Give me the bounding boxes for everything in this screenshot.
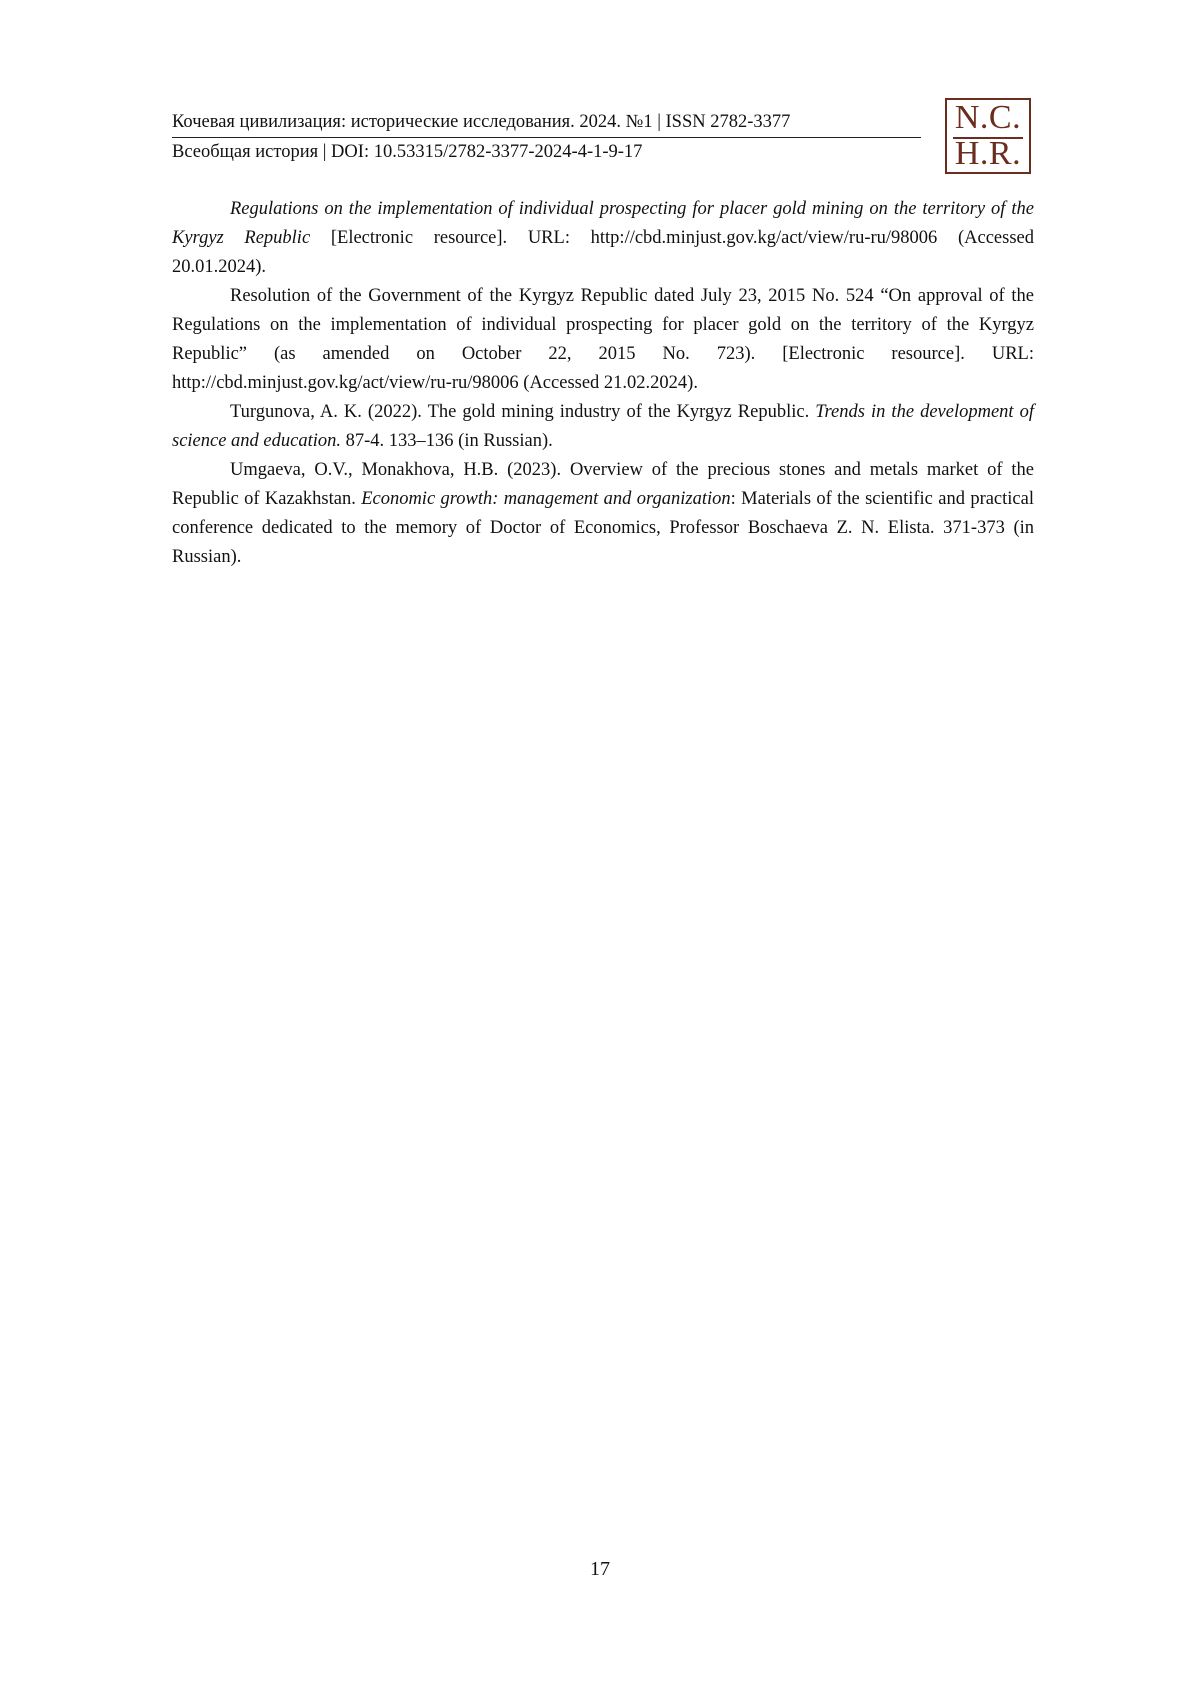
reference-authors: Turgunova, A. K. (2022). The gold mining industry of the Kyrgyz Republic. <box>230 402 816 422</box>
reference-source: Trends in the development of science and education. <box>172 402 1034 451</box>
running-header <box>172 108 921 166</box>
journal-logo <box>945 98 1031 174</box>
logo-text-top: N.C. <box>954 99 1022 136</box>
reference-item <box>172 398 1034 456</box>
reference-details: Resolution of the Government of the Kyrgyz Republic dated July 23, 2015 No. 524 “On approval of the Regulations on the implementation of individual prospecting for placer gold on the territory of the Kyrgyz Republic” (as amended on October 22, 2015 No. 723). [Electronic resource]. URL: http://cbd.minjust.gov.kg/act/view/ru-ru/98006 (Accessed 21.02.2024). <box>172 286 1034 393</box>
reference-title: Regulations on the implementation of individual prospecting for placer gold mining on the territory of the Kyrgyz Republic <box>172 199 1034 248</box>
section-doi-line: Всеобщая история | DOI: 10.53315/2782-3377-2024-4-1-9-17 <box>172 142 643 162</box>
reference-source: Economic growth: management and organization <box>361 489 731 509</box>
reference-details: 87-4. 133–136 (in Russian). <box>341 431 553 451</box>
reference-item <box>172 195 1034 282</box>
reference-authors: Umgaeva, O.V., Monakhova, H.B. (2023). Overview of the precious stones and metals market of the Republic of Kazakhstan. <box>172 460 1034 509</box>
logo-text-bottom: H.R. <box>954 135 1022 172</box>
reference-item <box>172 282 1034 398</box>
reference-list <box>172 195 1034 572</box>
reference-item <box>172 456 1034 572</box>
journal-title-line: Кочевая цивилизация: исторические исследования. 2024. №1 | ISSN 2782-3377 <box>172 108 921 138</box>
reference-details: [Electronic resource]. URL: http://cbd.minjust.gov.kg/act/view/ru-ru/98006 (Accessed 20.01.2024). <box>172 228 1034 277</box>
page-number: 17 <box>590 1558 610 1580</box>
reference-details: : Materials of the scientific and practical conference dedicated to the memory of Doctor of Economics, Professor Boschaeva Z. N. Elista. 371-373 (in Russian). <box>172 489 1034 567</box>
